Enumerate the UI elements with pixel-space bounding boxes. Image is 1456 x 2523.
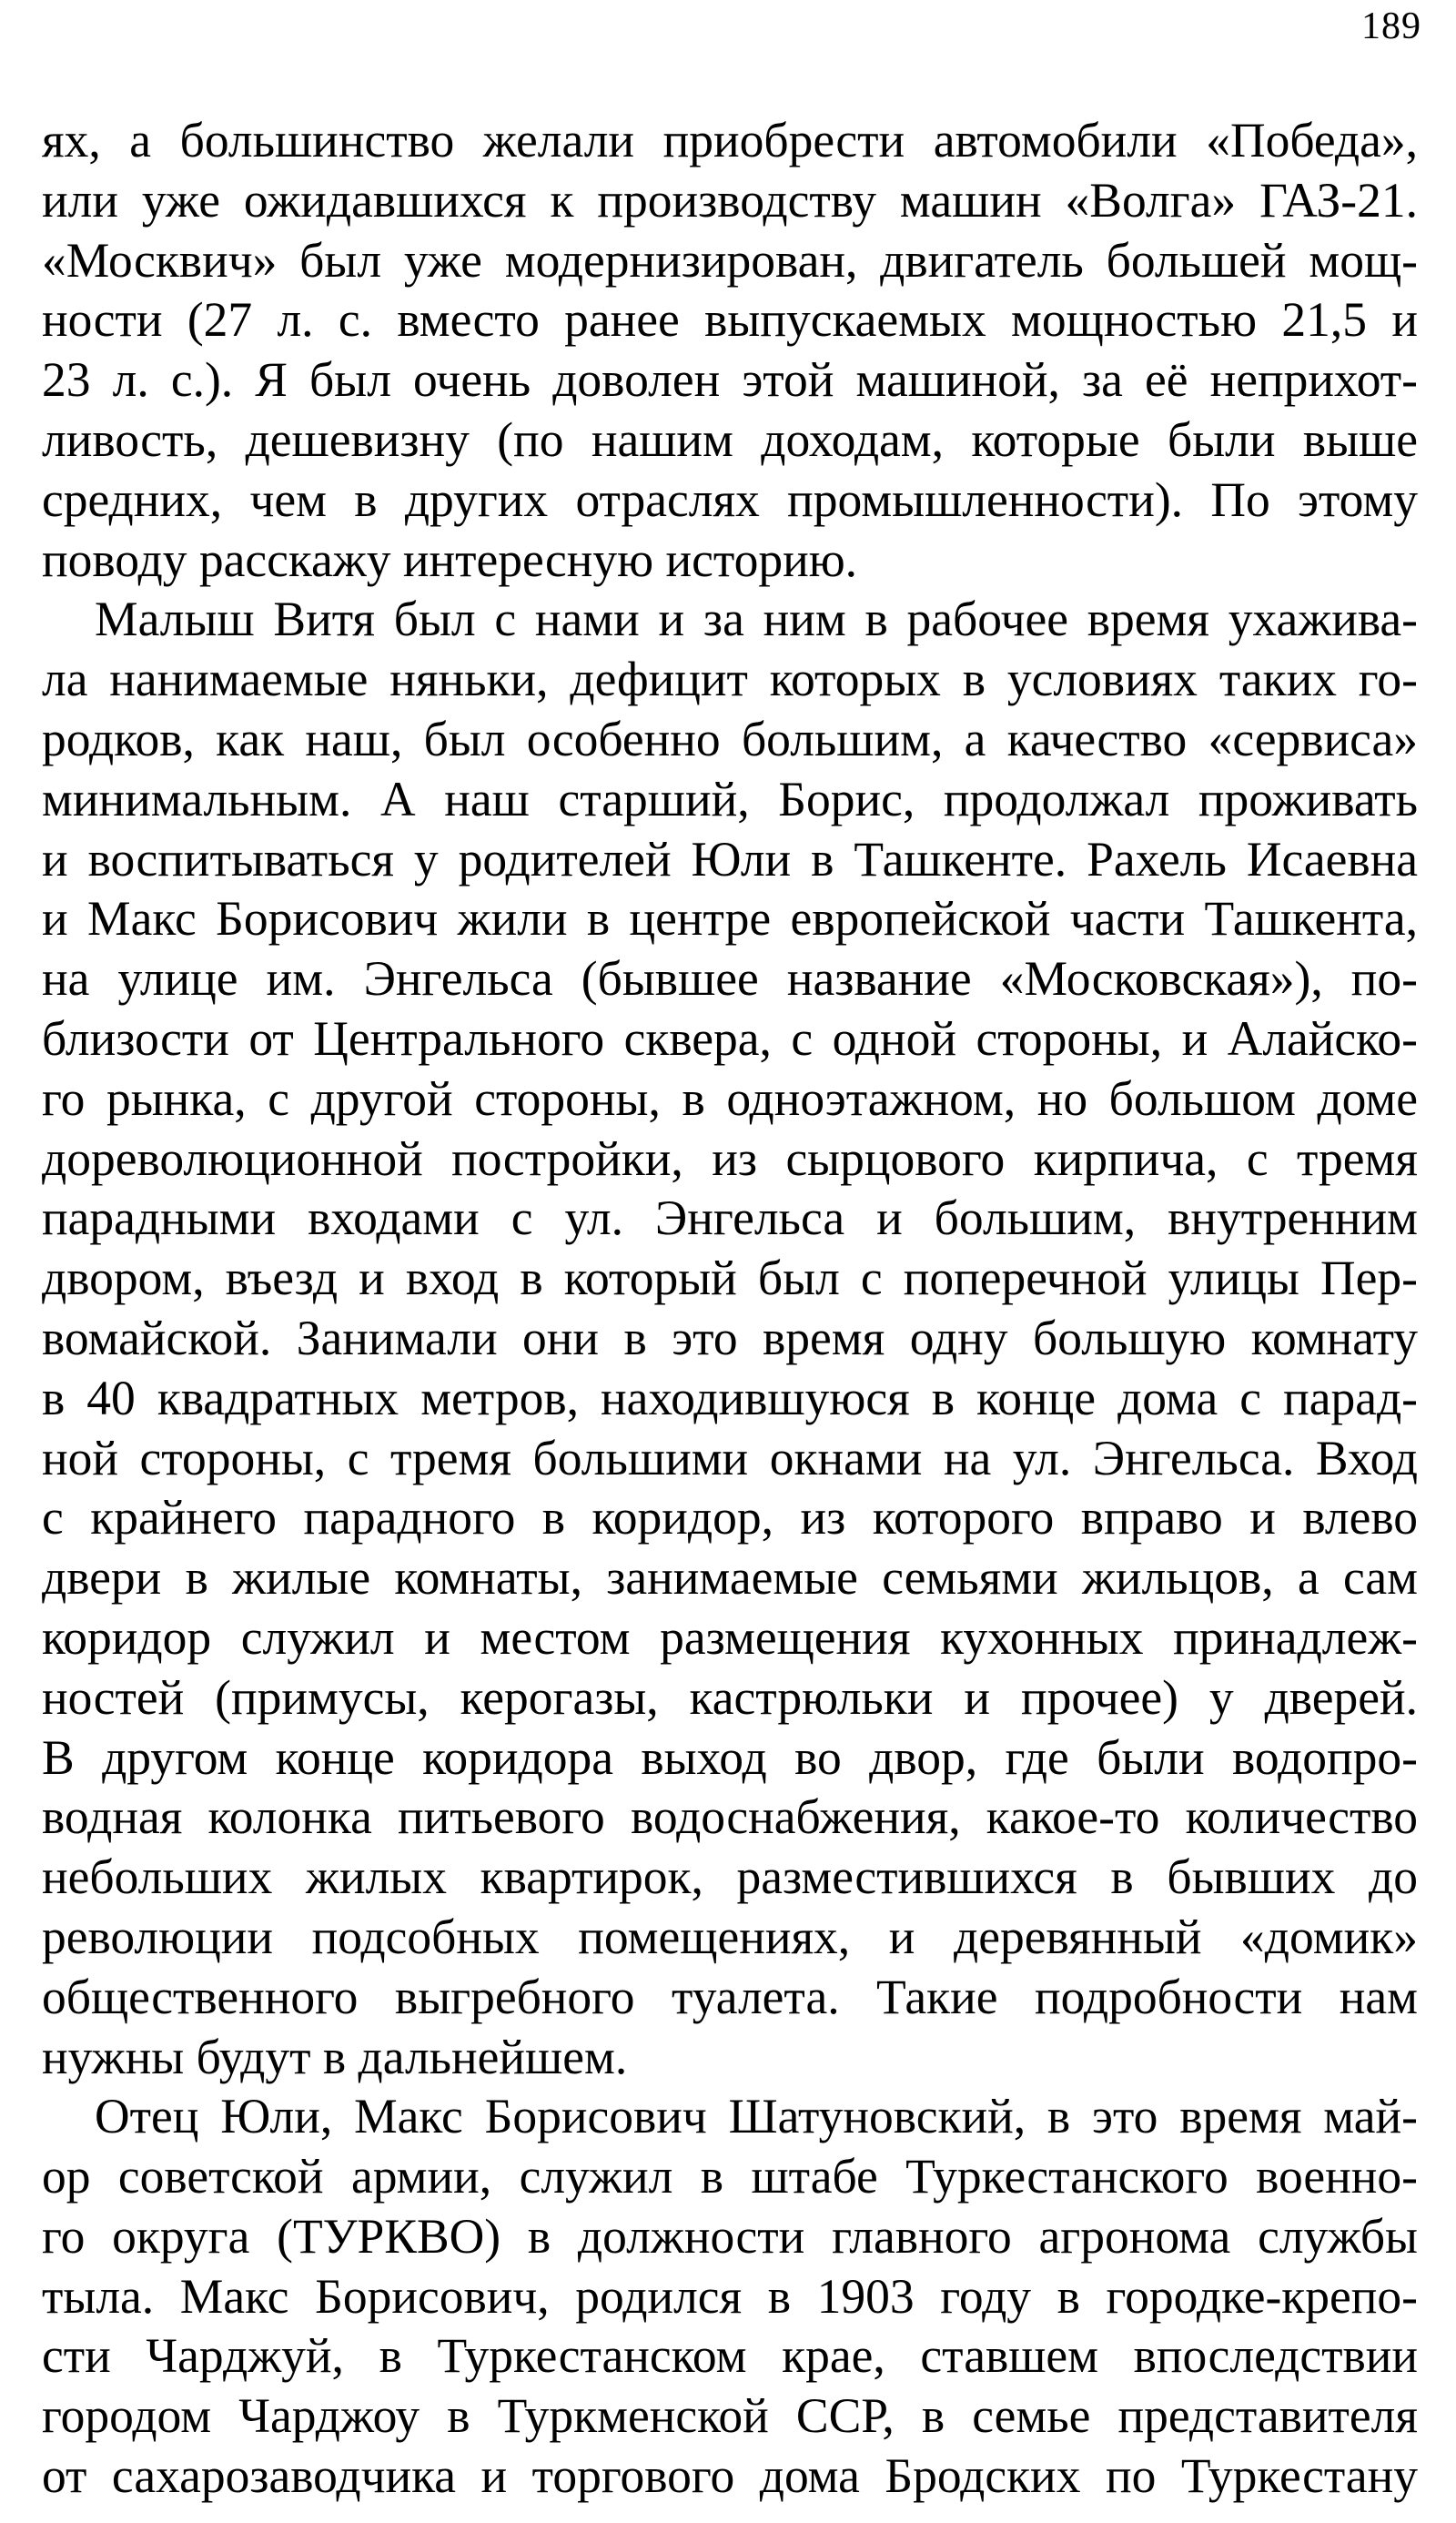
text-line: революции подсобных помещениях, и деревянный «домик» [42,1909,1418,1964]
text-line: ной стороны, с тремя большими окнами на ул. Энгельса. Вход [42,1430,1418,1485]
text-line: и воспитываться у родителей Юли в Ташкенте. Рахель Исаевна [42,831,1418,887]
paragraph-2 [42,590,1418,2087]
text-line: го округа (ТУРКВО) в должности главного агронома службы [42,2208,1418,2264]
paragraph-1 [42,111,1418,590]
text-line: с крайнего парадного в коридор, из которого вправо и влево [42,1490,1418,1545]
text-line: и Макс Борисович жили в центре европейской части Ташкента, [42,891,1418,947]
text-line: небольших жилых квартирок, разместившихся в бывших до [42,1849,1418,1905]
page-body [42,111,1418,2507]
text-line: дореволюционной постройки, из сырцового кирпича, с тремя [42,1130,1418,1186]
text-line: ор советской армии, служил в штабе Туркестанского военно- [42,2149,1418,2204]
text-line: Отец Юли, Макс Борисович Шатуновский, в это время май- [95,2089,1418,2144]
text-line: от сахарозаводчика и торгового дома Бродских по Туркестану [42,2448,1418,2504]
text-line: двери в жилые комнаты, занимаемые семьями жильцов, а сам [42,1550,1418,1606]
text-line: на улице им. Энгельса (бывшее название «Московская»), по- [42,951,1418,1007]
text-line: парадными входами с ул. Энгельса и большим, внутренним [42,1191,1418,1246]
text-line: общественного выгребного туалета. Такие подробности нам [42,1969,1418,2024]
text-line: близости от Центрального сквера, с одной стороны, и Алайско- [42,1010,1418,1066]
paragraph-3 [42,2087,1418,2507]
text-line: тыла. Макс Борисович, родился в 1903 году в городке-крепо- [42,2268,1418,2324]
text-line: 23 л. с.). Я был очень доволен этой машиной, за её неприхот- [42,352,1418,408]
text-line: водная колонка питьевого водоснабжения, какое-то количество [42,1789,1418,1845]
text-line: родков, как наш, был особенно большим, а качество «сервиса» [42,711,1418,766]
text-line: ливость, дешевизну (по нашим доходам, которые были выше [42,411,1418,467]
text-line: ностей (примусы, керогазы, кастрюльки и прочее) у дверей. [42,1669,1418,1725]
page-number: 189 [1361,5,1421,47]
text-line: средних, чем в других отраслях промышленности). По этому [42,471,1418,527]
text-line: городом Чарджоу в Туркменской ССР, в семье представителя [42,2388,1418,2444]
text-line: минимальным. А наш старший, Борис, продолжал проживать [42,771,1418,826]
text-line: ности (27 л. с. вместо ранее выпускаемых мощностью 21,5 и [42,292,1418,348]
text-line: или уже ожидавшихся к производству машин «Волга» ГАЗ-21. [42,172,1418,228]
text-line: в 40 квадратных метров, находившуюся в конце дома с парад- [42,1370,1418,1425]
text-line: ях, а большинство желали приобрести автомобили «Победа», [42,113,1418,167]
text-line: Малыш Витя был с нами и за ним в рабочее время ухажива- [95,592,1418,647]
text-line: вомайской. Занимали они в это время одну большую комнату [42,1310,1418,1365]
text-line: нужны будут в дальнейшем. [42,2029,628,2084]
text-line: двором, въезд и вход в который был с поперечной улицы Пер- [42,1251,1418,1306]
text-line: «Москвич» был уже модернизирован, двигатель большей мощ- [42,232,1418,288]
text-line: го рынка, с другой стороны, в одноэтажном, но большом доме [42,1070,1418,1126]
text-line: коридор служил и местом размещения кухонных принадлеж- [42,1609,1418,1665]
text-line: сти Чарджуй, в Туркестанском крае, ставшем впоследствии [42,2328,1418,2384]
text-line: ла нанимаемые няньки, дефицит которых в условиях таких го- [42,652,1418,707]
text-line: поводу расскажу интересную историю. [42,532,858,587]
text-line: В другом конце коридора выход во двор, где были водопро- [42,1729,1418,1785]
